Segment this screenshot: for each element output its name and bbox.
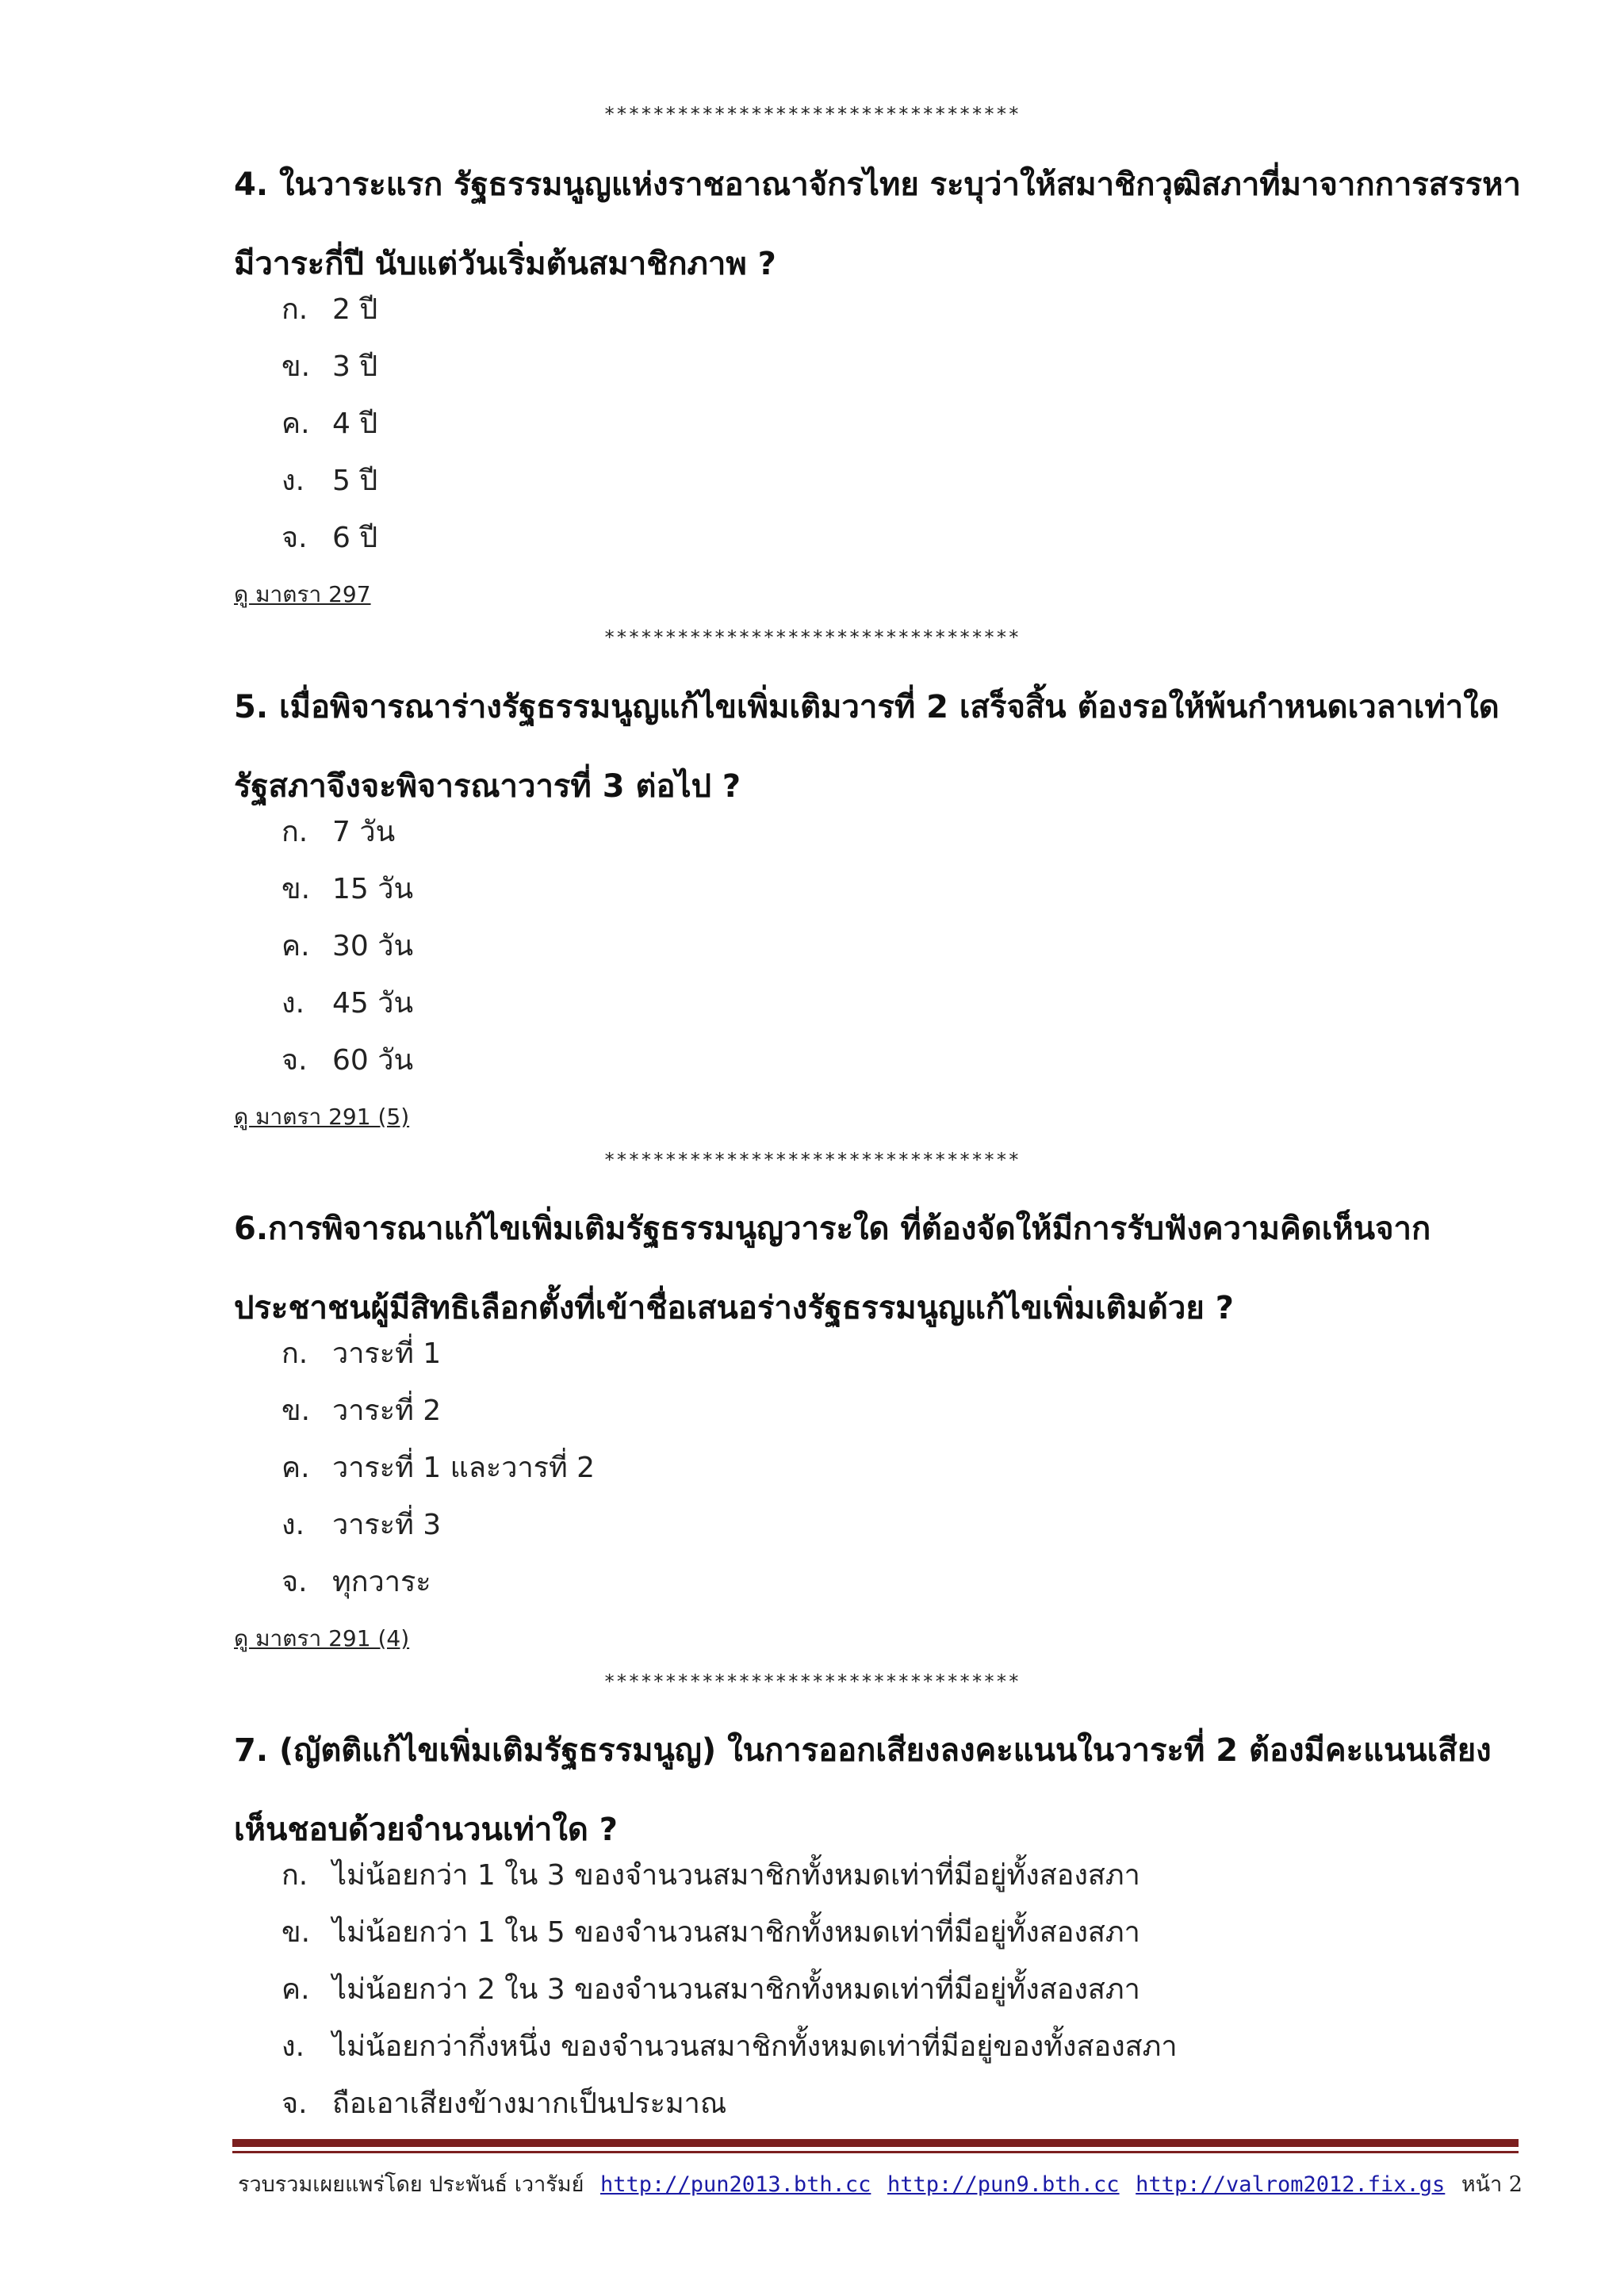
option-text: ไม่น้อยกว่ากึ่งหนึ่ง ของจำนวนสมาชิกทั้งหมดเท่าที่มีอยู่ของทั้งสองสภา — [332, 2030, 1178, 2063]
separator: ********************************** — [603, 1670, 1021, 1693]
option — [282, 1330, 441, 1378]
option-label: ก. — [282, 1859, 308, 1892]
option-label: ก. — [282, 816, 308, 848]
option — [282, 1387, 441, 1435]
option — [282, 1445, 595, 1492]
separator: ********************************** — [603, 103, 1021, 125]
footer-rule-thick — [232, 2139, 1519, 2147]
option-text: ไม่น้อยกว่า 2 ใน 3 ของจำนวนสมาชิกทั้งหมดเท่าที่มีอยู่ทั้งสองสภา — [332, 1973, 1140, 2006]
option-label: ง. — [282, 987, 305, 1020]
option-text: 4 ปี — [332, 408, 378, 440]
option-text: วาระที่ 3 — [332, 1509, 442, 1541]
option-text: ทุกวาระ — [332, 1566, 431, 1598]
option — [282, 2080, 726, 2128]
option-label: ก. — [282, 293, 308, 326]
option — [282, 1559, 431, 1606]
option — [282, 457, 377, 505]
option-text: วาระที่ 2 — [332, 1395, 442, 1427]
option-text: 3 ปี — [332, 350, 378, 383]
option-label: ค. — [282, 408, 310, 440]
option-text: 15 วัน — [332, 873, 414, 905]
option-label: ง. — [282, 2030, 305, 2063]
option-text: 45 วัน — [332, 987, 414, 1020]
question-4: 4. ในวาระแรก รัฐธรรมนูญแห่งราชอาณาจักรไทย ระบุว่าให้สมาชิกวุฒิสภาที่มาจากการสรรหามีวาระกี่ปี นับแต่วันเริ่มต้นสมาชิกภาพ ? — [234, 166, 1521, 282]
option — [282, 343, 377, 391]
question-7: 7. (ญัตติแก้ไขเพิ่มเติมรัฐธรรมนูญ) ในการออกเสียงลงคะแนนในวาระที่ 2 ต้องมีคะแนนเสียงเห็นชอบด้วยจำนวนเท่าใด ? — [234, 1732, 1492, 1848]
option-text: ไม่น้อยกว่า 1 ใน 3 ของจำนวนสมาชิกทั้งหมดเท่าที่มีอยู่ทั้งสองสภา — [332, 1859, 1140, 1892]
page-footer — [238, 2167, 1522, 2198]
option-label: ข. — [282, 1916, 311, 1949]
footer-credit: รวบรวมเผยแพร่โดย ประพันธ์ เวารัมย์ — [238, 2172, 584, 2197]
option-label: ข. — [282, 1395, 311, 1427]
option-text: 5 ปี — [332, 465, 378, 497]
option-label: จ. — [282, 522, 308, 554]
option-label: ก. — [282, 1337, 308, 1370]
question-6: 6.การพิจารณาแก้ไขเพิ่มเติมรัฐธรรมนูญวาระใด ที่ต้องจัดให้มีการรับฟังความคิดเห็นจากประชาชนผู้มีสิทธิเลือกตั้งที่เข้าชื่อเสนอร่างรัฐธรรมนูญแก้ไขเพิ่มเติมด้วย ? — [234, 1211, 1431, 1326]
separator: ********************************** — [603, 626, 1021, 649]
option-text: 7 วัน — [332, 816, 396, 848]
article-reference: ดู มาตรา 291 (5) — [234, 1104, 410, 1130]
option-label: จ. — [282, 2087, 308, 2120]
option-text: 30 วัน — [332, 930, 414, 962]
option — [282, 1037, 413, 1085]
option — [282, 980, 413, 1027]
page-number: หน้า 2 — [1461, 2172, 1522, 2197]
option — [282, 1966, 1140, 2014]
option-text: วาระที่ 1 และวารที่ 2 — [332, 1452, 596, 1484]
option-label: ค. — [282, 930, 310, 962]
option — [282, 1909, 1140, 1957]
option — [282, 1502, 441, 1549]
option — [282, 286, 377, 334]
option — [282, 923, 413, 970]
option-text: 2 ปี — [332, 293, 378, 326]
option-label: ง. — [282, 465, 305, 497]
footer-link-pun9[interactable]: http://pun9.bth.cc — [887, 2172, 1120, 2197]
option-text: 60 วัน — [332, 1044, 414, 1077]
option-text: วาระที่ 1 — [332, 1337, 442, 1370]
option-label: ข. — [282, 350, 311, 383]
option-label: จ. — [282, 1044, 308, 1077]
footer-rule-thin — [232, 2151, 1519, 2153]
option — [282, 515, 377, 562]
option — [282, 400, 377, 448]
option-label: ค. — [282, 1973, 310, 2006]
option-label: ค. — [282, 1452, 310, 1484]
option-text: 6 ปี — [332, 522, 378, 554]
option-text: ไม่น้อยกว่า 1 ใน 5 ของจำนวนสมาชิกทั้งหมดเท่าที่มีอยู่ทั้งสองสภา — [332, 1916, 1140, 1949]
article-reference: ดู มาตรา 291 (4) — [234, 1625, 410, 1651]
option — [282, 1852, 1140, 1900]
article-reference: ดู มาตรา 297 — [234, 581, 371, 607]
option — [282, 809, 395, 856]
option-text: ถือเอาเสียงข้างมากเป็นประมาณ — [332, 2087, 727, 2120]
footer-link-valrom2012[interactable]: http://valrom2012.fix.gs — [1136, 2172, 1446, 2197]
option — [282, 866, 413, 913]
separator: ********************************** — [603, 1149, 1021, 1171]
option-label: จ. — [282, 1566, 308, 1598]
option-label: ข. — [282, 873, 311, 905]
option — [282, 2023, 1178, 2071]
footer-link-pun2013[interactable]: http://pun2013.bth.cc — [600, 2172, 871, 2197]
option-label: ง. — [282, 1509, 305, 1541]
question-5: 5. เมื่อพิจารณาร่างรัฐธรรมนูญแก้ไขเพิ่มเติมวารที่ 2 เสร็จสิ้น ต้องรอให้พ้นกำหนดเวลาเท่าใด รัฐสภาจึงจะพิจารณาวารที่ 3 ต่อไป ? — [234, 689, 1500, 805]
